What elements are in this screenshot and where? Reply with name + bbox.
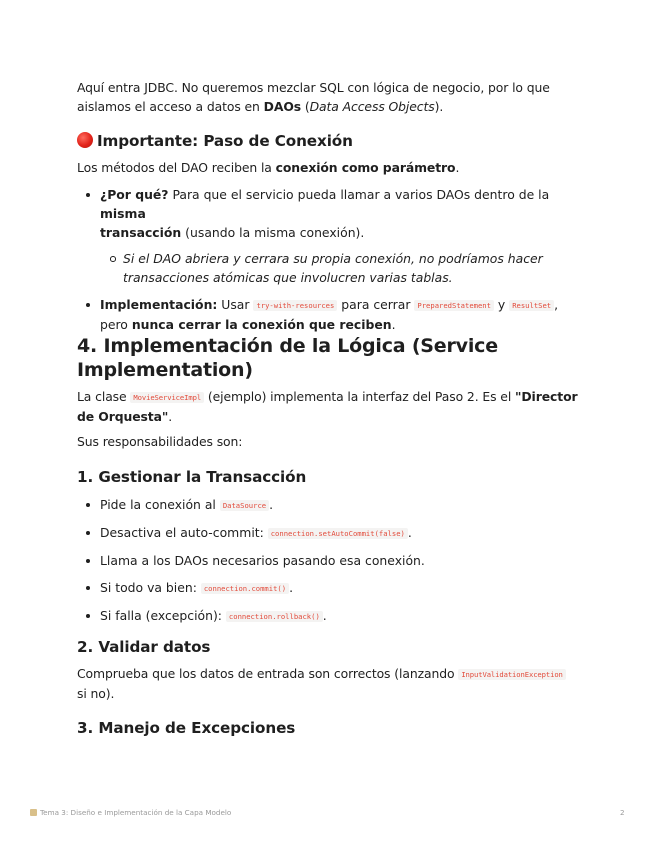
important-list xyxy=(77,185,597,334)
responsibilities-intro: Sus responsabilidades son: xyxy=(77,434,243,449)
important-heading: Importante: Paso de Conexión xyxy=(77,131,597,151)
inline-code: ResultSet xyxy=(509,300,554,311)
list-item: Si todo va bien: connection.commit() . xyxy=(77,578,597,598)
important-intro: Los métodos del DAO reciben la conexión como parámetro. xyxy=(77,160,460,175)
list-item: Llama a los DAOs necesarios pasando esa conexión. xyxy=(77,551,597,570)
validate-heading: 2. Validar datos xyxy=(77,638,211,656)
inline-code: connection.setAutoCommit(false) xyxy=(268,528,408,539)
intro-paragraph: Aquí entra JDBC. No queremos mezclar SQL con lógica de negocio, por lo que aislamos el acceso a datos en DAOs (Data Access Objects). xyxy=(77,80,550,114)
book-icon xyxy=(30,809,37,816)
list-item: Implementación: Usar try-with-resources para cerrar PreparedStatement y ResultSet , pero nunca cerrar la conexión que reciben. xyxy=(77,295,597,334)
inline-code: DataSource xyxy=(220,500,269,511)
bullet xyxy=(86,531,90,535)
bullet xyxy=(86,614,90,618)
inline-code: connection.commit() xyxy=(201,583,289,594)
list-item: ¿Por qué? Para que el servicio pueda llamar a varios DAOs dentro de la misma transacción (usando la misma conexión). xyxy=(77,185,597,242)
inline-code: MovieServiceImpl xyxy=(130,392,204,403)
page-number: 2 xyxy=(620,808,625,817)
exceptions-heading: 3. Manejo de Excepciones xyxy=(77,719,296,737)
transaction-heading: 1. Gestionar la Transacción xyxy=(77,468,307,486)
section-4-title: 4. Implementación de la Lógica (Service Implementation) xyxy=(77,335,498,381)
inline-code: InputValidationException xyxy=(458,669,565,680)
inline-code: try-with-resources xyxy=(253,300,337,311)
page-footer: Tema 3: Diseño e Implementación de la Capa Modelo xyxy=(30,808,231,817)
bullet xyxy=(110,256,116,262)
section-4-paragraph: La clase MovieServiceImpl (ejemplo) implementa la interfaz del Paso 2. Es el "Director de Orquesta". xyxy=(77,389,578,424)
transaction-list xyxy=(77,495,597,626)
list-item: Desactiva el auto-commit: connection.setAutoCommit(false) . xyxy=(77,523,597,543)
inline-code: connection.rollback() xyxy=(226,611,323,622)
bullet xyxy=(86,303,90,307)
validate-paragraph: Comprueba que los datos de entrada son correctos (lanzando InputValidationException si no). xyxy=(77,664,597,703)
list-item: Pide la conexión al DataSource . xyxy=(77,495,597,515)
bullet xyxy=(86,503,90,507)
list-item: Si falla (excepción): connection.rollback() . xyxy=(77,606,597,626)
bullet xyxy=(86,193,90,197)
inline-code: PreparedStatement xyxy=(414,300,494,311)
bullet xyxy=(86,586,90,590)
list-item: Si el DAO abriera y cerrara su propia conexión, no podríamos hacer transacciones atómicas que involucren varias tablas. xyxy=(77,249,597,287)
bullet xyxy=(86,559,90,563)
red-circle-icon xyxy=(77,132,93,148)
